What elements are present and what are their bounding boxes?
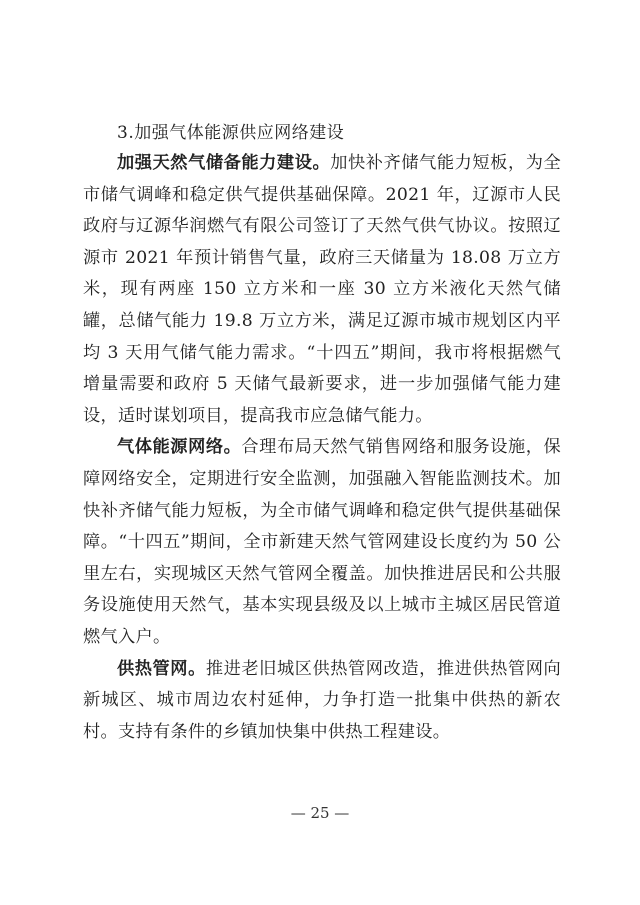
paragraph-lead: 供热管网。 [117, 658, 206, 679]
paragraph-heating-network [83, 654, 561, 749]
paragraph-lead: 气体能源网络。 [117, 437, 242, 458]
paragraph-gas-storage [83, 148, 561, 432]
paragraph-gas-network [83, 432, 561, 653]
page-content [83, 118, 561, 748]
paragraph-body: 合理布局天然气销售网络和服务设施，保障网络安全，定期进行安全监测，加强融入智能监测技术。加快补齐储气能力短板，为全市储气调峰和稳定供气提供基础保障。“十四五”期间，全市新建天然气管网建设长度约为 50 公里左右，实现城区天然气管网全覆盖。加快推进居民和公共服务设施使用天然气，基本实现县级及以上城市主城区居民管道燃气入户。 [83, 437, 561, 647]
section-heading: 3.加强气体能源供应网络建设 [117, 123, 345, 143]
paragraph-body: 推进老旧城区供热管网改造，推进供热管网向新城区、城市周边农村延伸，力争打造一批集中供热的新农村。支持有条件的乡镇加快集中供热工程建设。 [83, 658, 561, 742]
paragraph-lead: 加强天然气储备能力建设。 [117, 153, 331, 173]
page-number: — 25 — [290, 804, 350, 822]
paragraph-body: 加快补齐储气能力短板，为全市储气调峰和稳定供气提供基础保障。2021 年，辽源市人民政府与辽源华润燃气有限公司签订了天然气供气协议。按照辽源市 2021 年预计销售气量，政府三天储量为 18.08 万立方米，现有两座 150 立方米和一座 30 立方米液化天然气储罐，总储气能力 19.8 万立方米，满足辽源市城市规划区内平均 3 天用气储气能力需求。“十四五”期间，我市将根据燃气增量需要和政府 5 天储气最新要求，进一步加强储气能力建设，适时谋划项目，提高我市应急储气能力。 [83, 153, 561, 426]
